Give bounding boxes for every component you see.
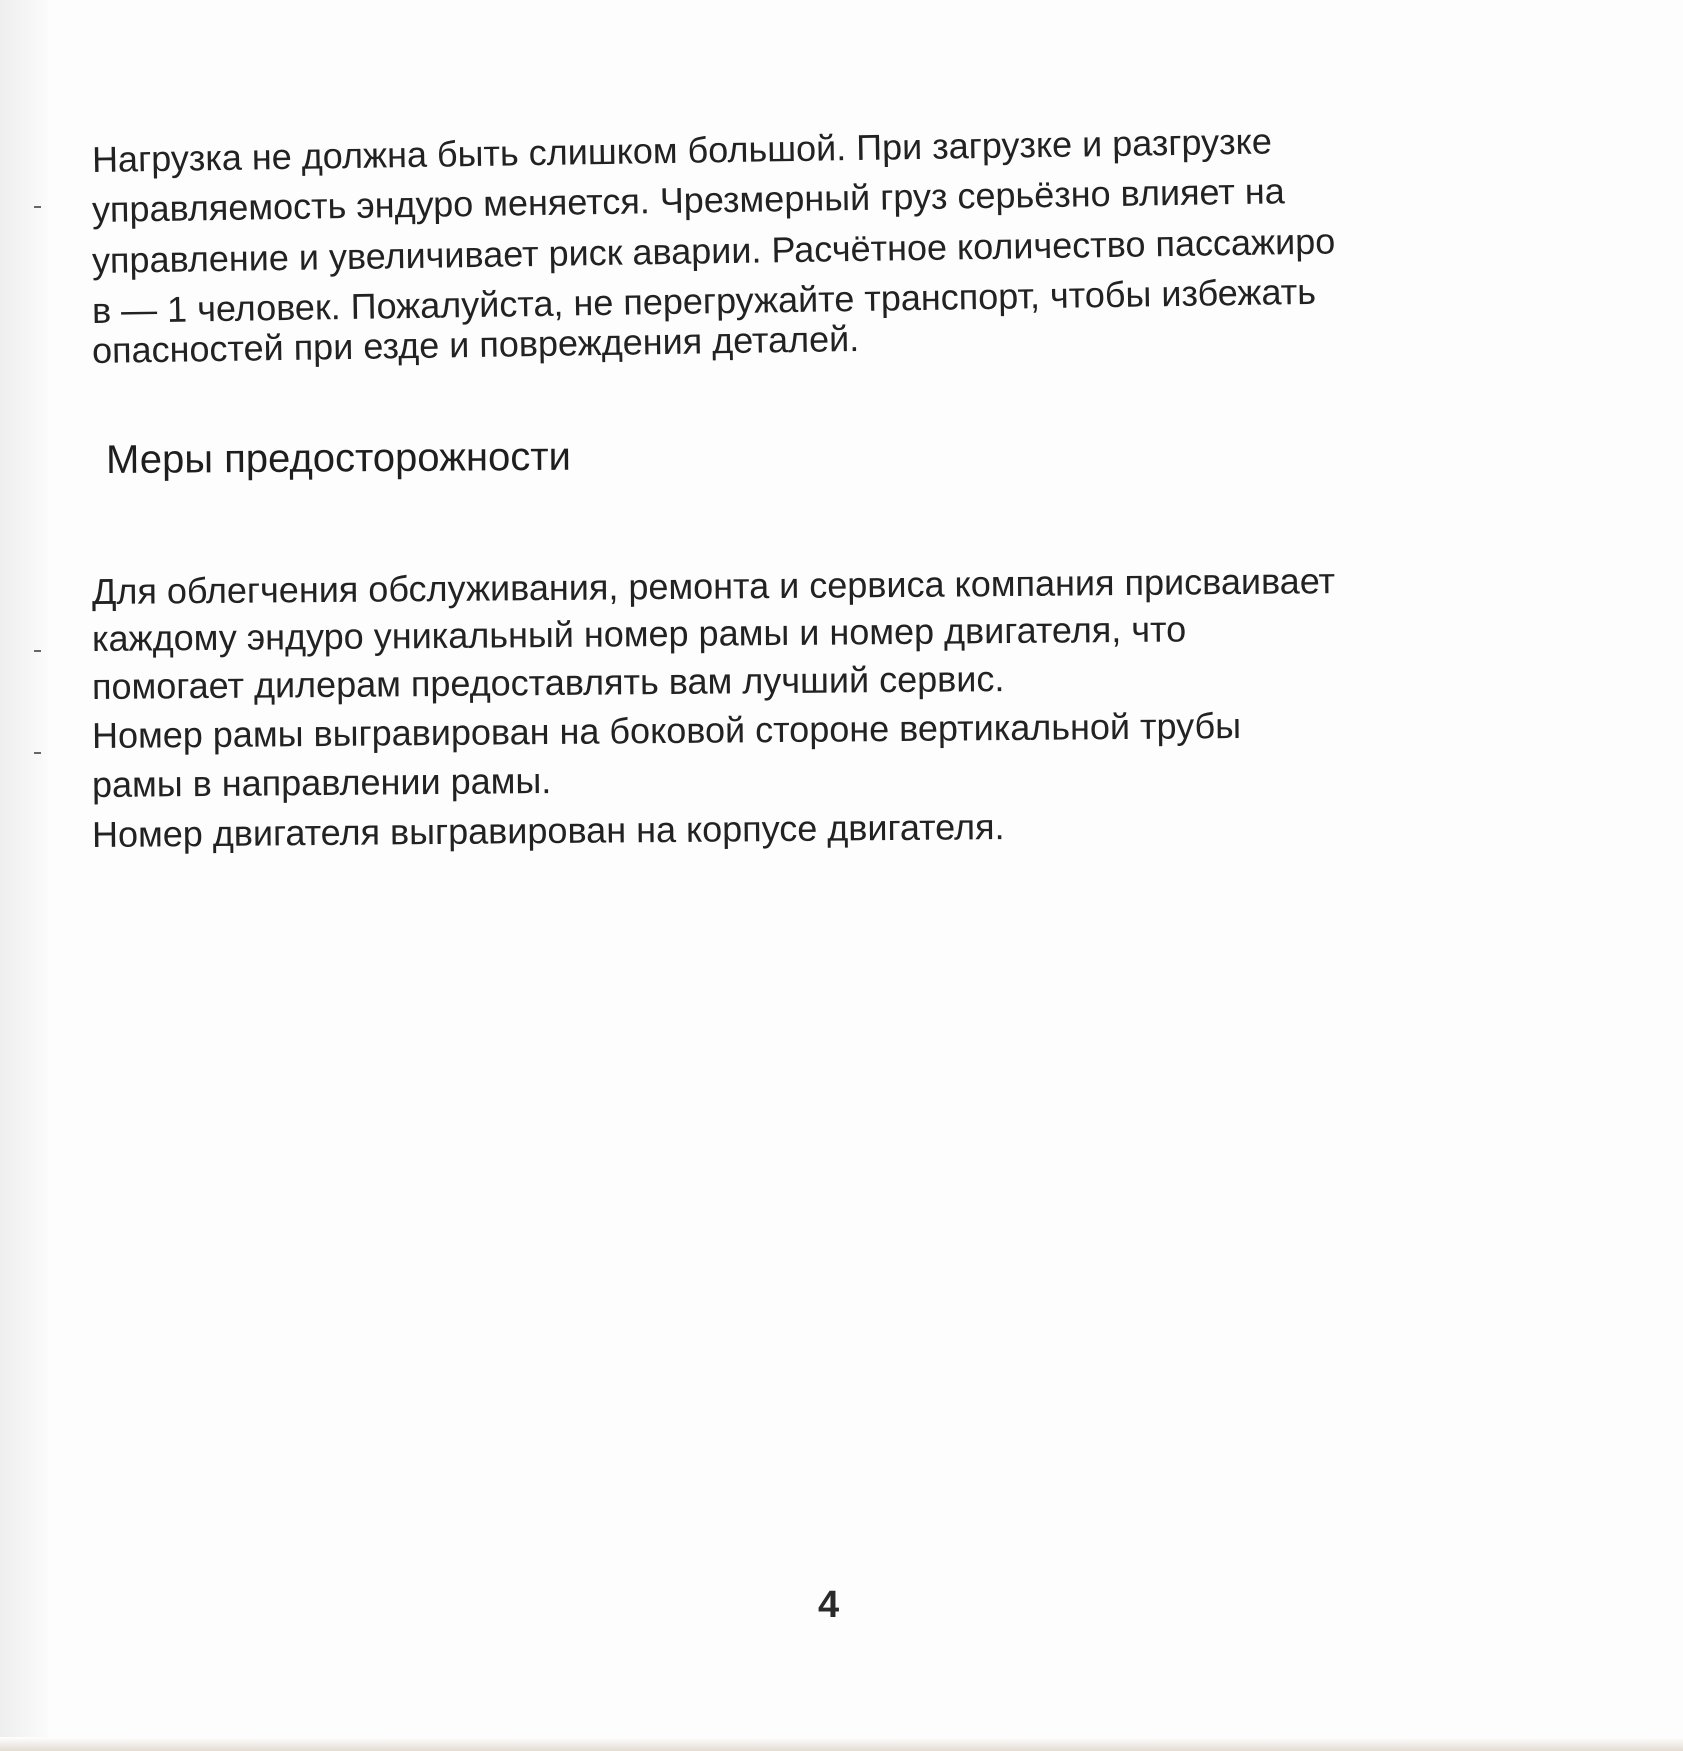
section-line: каждому эндуро уникальный номер рамы и номер двигателя, что <box>91 608 1187 659</box>
intro-line: управление и увеличивает риск аварии. Расчётное количество пассажиро <box>91 220 1336 281</box>
intro-line: Нагрузка не должна быть слишком большой. При загрузке и разгрузке <box>91 120 1273 180</box>
section-line: Номер рамы выгравирован на боковой стороне вертикальной трубы <box>91 704 1242 756</box>
section-line: рамы в направлении рамы. <box>91 759 552 805</box>
edge-mark <box>34 206 41 208</box>
edge-mark <box>34 650 41 652</box>
intro-line: управляемость эндуро меняется. Чрезмерный груз серьёзно влияет на <box>91 170 1286 230</box>
page-number: 4 <box>818 1584 840 1626</box>
section-line: Номер двигателя выгравирован на корпусе двигателя. <box>91 806 1005 855</box>
section-line: Для облегчения обслуживания, ремонта и сервиса компания присваивает <box>91 560 1336 612</box>
section-line: помогает дилерам предоставлять вам лучший сервис. <box>91 658 1005 707</box>
intro-line: в — 1 человек. Пожалуйста, не перегружайте транспорт, чтобы избежать <box>91 270 1317 331</box>
intro-line: опасностей при езде и повреждения деталей. <box>91 317 860 371</box>
edge-mark <box>34 752 41 754</box>
section-heading: Меры предосторожности <box>105 434 572 482</box>
